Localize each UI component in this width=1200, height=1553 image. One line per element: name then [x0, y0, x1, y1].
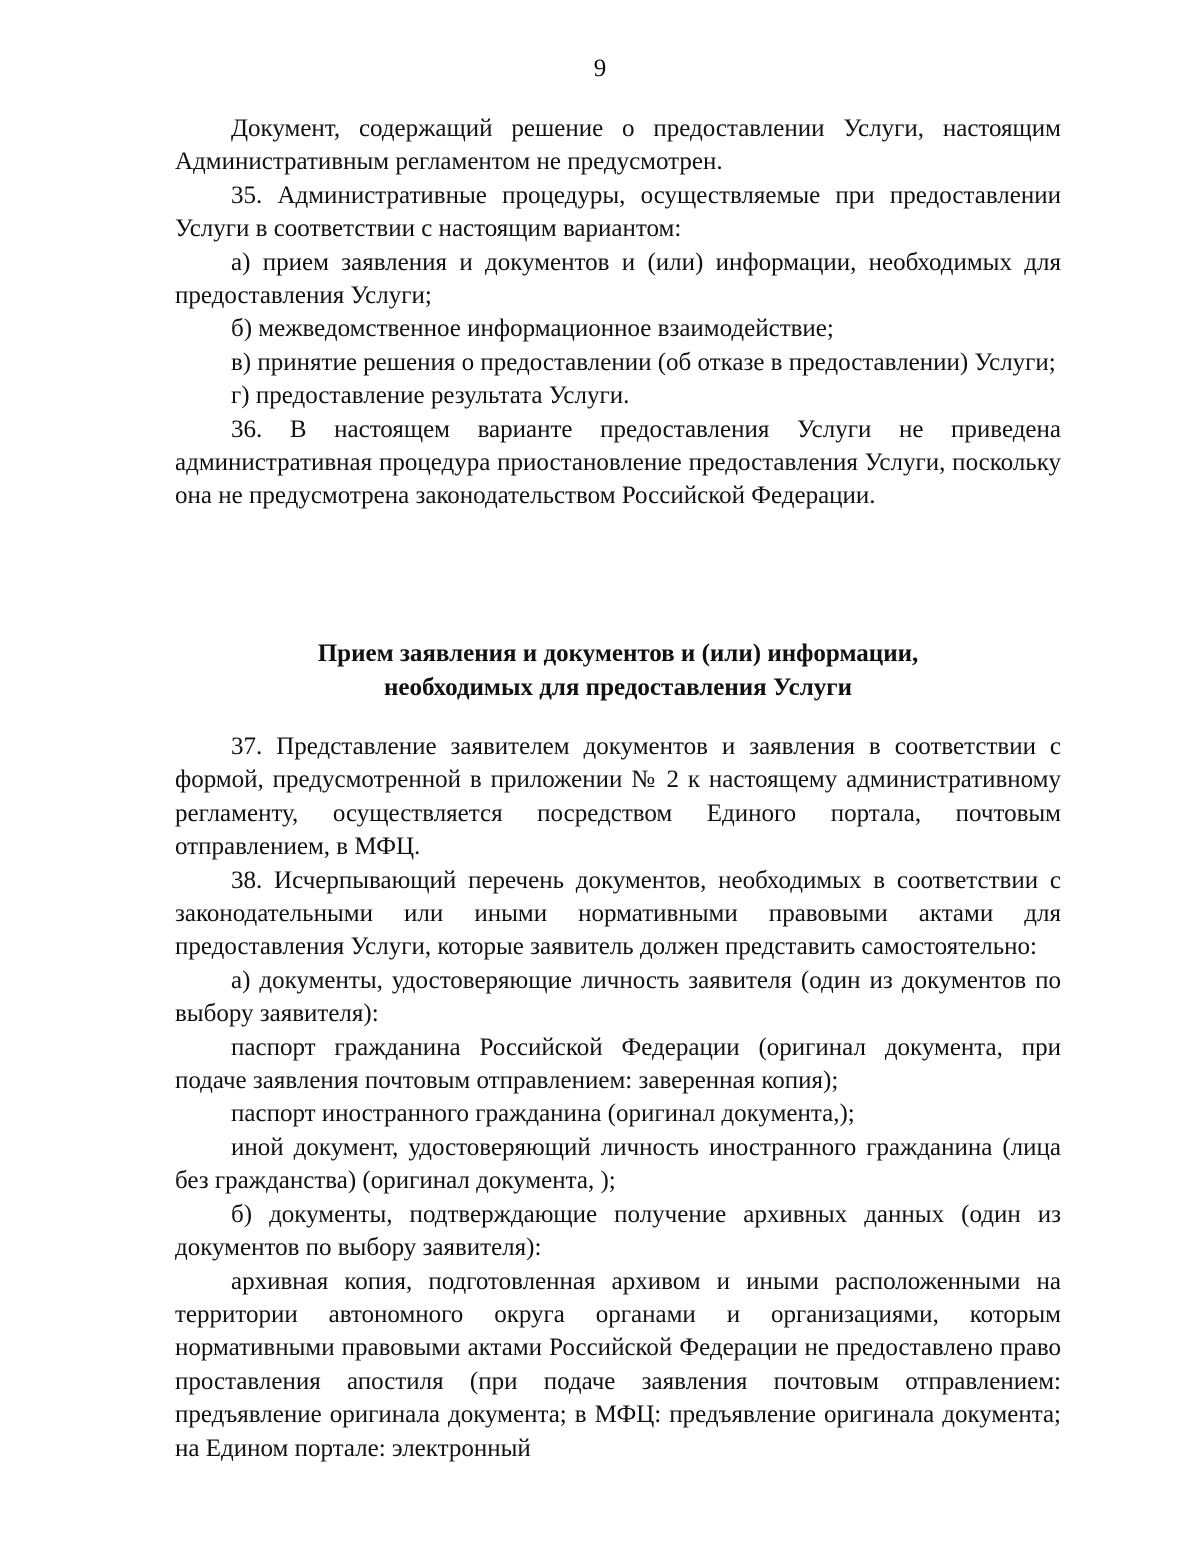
paragraph-35: 35. Административные процедуры, осуществляемые при предоставлении Услуги в соответствии с настоящим вариантом:: [175, 181, 1061, 243]
paragraph-other-id-document: иной документ, удостоверяющий личность иностранного гражданина (лица без гражданства) (оригинал документа, );: [175, 1133, 1061, 1195]
paragraph-decision-document: Документ, содержащий решение о предоставлении Услуги, настоящим Административным регламентом не предусмотрен.: [175, 115, 1061, 176]
paragraph-35v: в) принятие решения о предоставлении (об отказе в предоставлении) Услуги;: [231, 348, 1056, 376]
paragraph-37: 37. Представление заявителем документов и заявления в соответствии с формой, предусмотренной в приложении № 2 к настоящему административному регламенту, осуществляется посредством Единого портала, почтовым отправлением, в МФЦ.: [175, 733, 1061, 861]
paragraph-passport-foreign: паспорт иностранного гражданина (оригинал документа,);: [231, 1100, 855, 1128]
paragraph-36: 36. В настоящем варианте предоставления Услуги не приведена административная процедура приостановление предоставления Услуги, поскольку она не предусмотрена законодательством Российской Федерации.: [175, 415, 1061, 510]
paragraph-38: 38. Исчерпывающий перечень документов, необходимых в соответствии с законодательными или иными нормативными правовыми актами для предоставления Услуги, которые заявитель должен представить самостоятельно:: [175, 866, 1061, 961]
paragraph-35a: а) прием заявления и документов и (или) информации, необходимых для предоставления Услуги;: [175, 248, 1061, 310]
paragraph-38b: б) документы, подтверждающие получение архивных данных (один из документов по выбору заявителя):: [175, 1200, 1061, 1262]
bottom-text-block: [175, 730, 1061, 1465]
paragraph-archive-copy: архивная копия, подготовленная архивом и иными расположенными на территории автономного округа органами и организациями, которым нормативными правовыми актами Российской Федерации не предоставлено право проставления апостиля (при подаче заявления почтовым отправлением: предъявление оригинала документа; в МФЦ: предъявление оригинала документа; на Едином портале: электронный: [175, 1267, 1061, 1462]
paragraph-35b: б) межведомственное информационное взаимодействие;: [231, 315, 834, 343]
top-text-block: [175, 112, 1061, 513]
page-number: 9: [593, 55, 607, 82]
paragraph-38a: а) документы, удостоверяющие личность заявителя (один из документов по выбору заявителя):: [175, 966, 1061, 1028]
section-heading-line-2: необходимых для предоставления Услуги: [384, 674, 852, 701]
paragraph-passport-rf: паспорт гражданина Российской Федерации (оригинал документа, при подаче заявления почтовым отправлением: заверенная копия);: [175, 1033, 1061, 1095]
section-heading: [175, 637, 1061, 705]
section-heading-line-1: Прием заявления и документов и (или) информации,: [317, 640, 919, 667]
paragraph-35g: г) предоставление результата Услуги.: [231, 382, 630, 410]
